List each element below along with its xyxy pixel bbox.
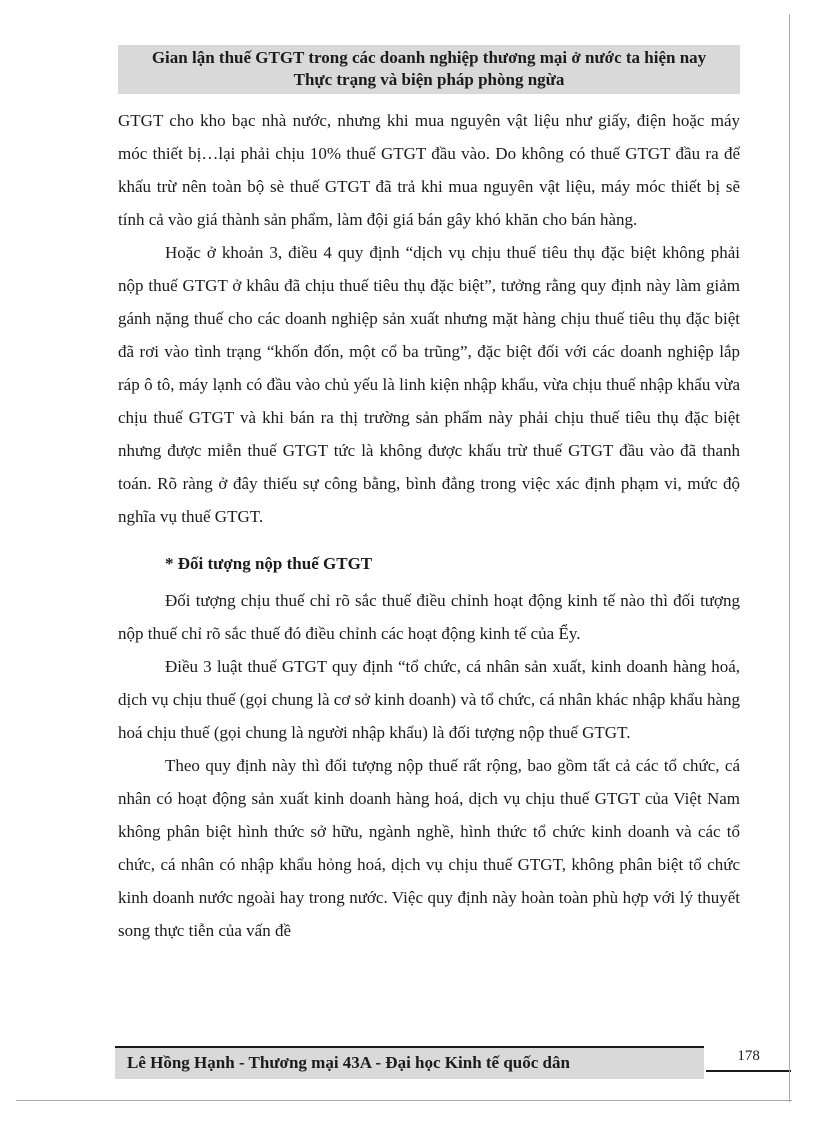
page-content: [118, 45, 740, 947]
paragraph: Hoặc ở khoản 3, điều 4 quy định “dịch vụ chịu thuế tiêu thụ đặc biệt không phải nộp thuế GTGT ở khâu đã chịu thuế tiêu thụ đặc biệt”, tưởng rằng quy định này làm giảm gánh nặng thuế cho các doanh nghiệp sản xuất nhưng mặt hàng chịu thuế tiêu thụ đặc biệt đã rơi vào tình trạng “khốn đốn, một cổ ba trũng”, đặc biệt đối với các doanh nghiệp lắp ráp ô tô, máy lạnh có đầu vào chủ yếu là linh kiện nhập khẩu, vừa chịu thuế nhập khẩu vừa chịu thuế GTGT và khi bán ra thị trường sản phẩm này phải chịu thuế tiêu thụ đặc biệt nhưng được miễn thuế GTGT tức là không được khấu trừ thuế GTGT đầu vào đã thanh toán. Rõ ràng ở đây thiếu sự công bằng, bình đẳng trong việc xác định phạm vi, mức độ nghĩa vụ thuế GTGT.: [118, 243, 740, 526]
page-header: [118, 45, 740, 94]
page-footer: [115, 1046, 791, 1079]
paragraph: Đối tượng chịu thuế chỉ rõ sắc thuế điều chỉnh hoạt động kinh tế nào thì đối tượng nộp thuế chỉ rõ sắc thuế đó điều chỉnh các hoạt động kinh tế của Ểy.: [118, 591, 740, 643]
scan-edge-bottom: [16, 1100, 792, 1101]
scan-edge-right: [789, 14, 790, 1102]
paragraph: Theo quy định này thì đối tượng nộp thuế rất rộng, bao gồm tất cả các tổ chức, cá nhân có hoạt động sản xuất kinh doanh hàng hoá, dịch vụ chịu thuế GTGT của Việt Nam không phân biệt hình thức sở hữu, ngành nghề, hình thức tổ chức kinh doanh và các tổ chức, cá nhân có nhập khẩu hỏng hoá, dịch vụ chịu thuế GTGT, không phân biệt tổ chức kinh doanh nước ngoài hay trong nước. Việc quy định này hoàn toàn phù hợp với lý thuyết song thực tiễn của vấn đề: [118, 756, 740, 940]
document-body: [118, 104, 740, 947]
page-number: 178: [706, 1046, 791, 1072]
paragraph: Điều 3 luật thuế GTGT quy định “tổ chức, cá nhân sản xuất, kinh doanh hàng hoá, dịch vụ chịu thuế (gọi chung là cơ sở kinh doanh) và tổ chức, cá nhân khác nhập khẩu hàng hoá chịu thuế (gọi chung là người nhập khẩu) là đối tượng nộp thuế GTGT.: [118, 657, 741, 742]
paragraph: GTGT cho kho bạc nhà nước, nhưng khi mua nguyên vật liệu như giấy, điện hoặc máy móc thiết bị…lại phải chịu 10% thuế GTGT đầu vào. Do không có thuế GTGT đầu ra để khấu trừ nên toàn bộ sè thuế GTGT đã trả khi mua nguyên vật liệu, máy móc thiết bị sẽ tính cả vào giá thành sản phẩm, làm đội giá bán gây khó khăn cho bán hàng.: [118, 111, 740, 229]
header-title-line2: Thực trạng và biện pháp phòng ngừa: [293, 70, 565, 89]
section-heading: * Đối tượng nộp thuế GTGT: [165, 554, 373, 573]
header-title-line1: Gian lận thuế GTGT trong các doanh nghiệp thương mại ở nước ta hiện nay: [151, 48, 707, 67]
footer-author-band: Lê Hồng Hạnh - Thương mại 43A - Đại học Kinh tế quốc dân: [115, 1046, 704, 1079]
